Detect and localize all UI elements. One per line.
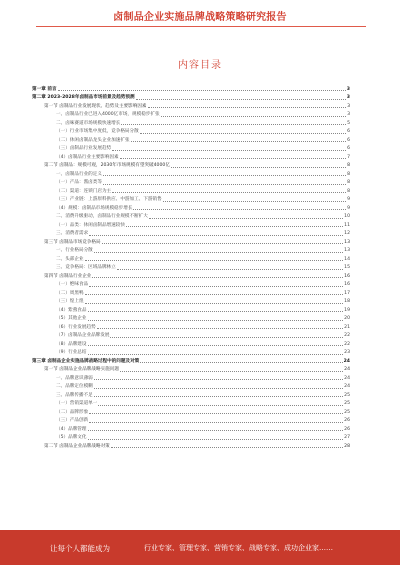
toc-leader-dots [89, 421, 343, 423]
toc-entry-text: （一）品类：休闲卤制品增速较快 [56, 222, 125, 228]
toc-page-number: 19 [344, 307, 350, 313]
toc-leader-dots [120, 370, 343, 372]
toc-page-number: 6 [347, 146, 350, 151]
toc-entry-text: （二）周黑鸭 [56, 290, 84, 296]
toc-page-number: 8 [347, 180, 350, 185]
toc-leader-dots [85, 302, 344, 304]
toc-entry-text: 一、卤制品行业的定义 [56, 171, 102, 177]
toc-entry[interactable] [32, 254, 350, 263]
toc-entry[interactable] [32, 178, 350, 187]
toc-leader-dots [112, 191, 346, 193]
toc-entry[interactable] [32, 246, 350, 255]
toc-entry-text: （7）卤制品企业品牌发展 [56, 333, 110, 338]
toc-page-number: 9 [347, 205, 350, 211]
toc-entry-text: （三）卤制品行业发展趋势 [56, 146, 112, 151]
toc-entry-text: 二、卤味赛道市场规模快速增长 [56, 120, 121, 126]
toc-page-number: 17 [344, 290, 350, 296]
toc-heading: 内容目录 [178, 60, 222, 71]
report-title: 卤制品企业实施品牌战略策略研究报告 [113, 12, 287, 23]
toc-entry-text: 第二章 2023-2028年卤制品市场前景及趋势预测 [32, 95, 135, 100]
toc-entry[interactable] [32, 288, 350, 297]
toc-leader-dots [89, 412, 343, 414]
toc-leader-dots [88, 319, 344, 321]
toc-page-number: 14 [344, 256, 350, 262]
toc-page-number: 11 [344, 222, 350, 228]
toc-entry-text: （4）品牌管理 [56, 426, 87, 432]
toc-entry-text: 三、消费者需求 [56, 231, 89, 236]
toc-page-number: 13 [344, 248, 350, 253]
toc-leader-dots [88, 429, 344, 431]
toc-page-number: 25 [344, 409, 350, 415]
toc-entry-text: （4）规模：卤制品市场规模稳步增长 [56, 205, 133, 211]
toc-page-number: 6 [347, 137, 350, 143]
toc-entry[interactable] [32, 118, 350, 127]
toc-leader-dots [88, 310, 344, 312]
toc-leader-dots [140, 132, 346, 134]
toc-leader-dots [94, 395, 343, 397]
toc-leader-dots [133, 208, 346, 210]
toc-leader-dots [121, 123, 346, 125]
toc-leader-dots [88, 353, 344, 355]
toc-entry[interactable] [32, 399, 350, 408]
toc-entry-text: （一）行业市场集中度低，竞争格局分散 [56, 129, 139, 134]
toc-page-number: 25 [344, 401, 350, 406]
toc-entry-text: （一）绝味食品 [56, 282, 89, 287]
toc-page-number: 27 [344, 435, 350, 440]
toc-leader-dots [89, 234, 343, 236]
toc-entry[interactable] [32, 365, 350, 374]
toc-entry[interactable] [32, 229, 350, 238]
toc-entry-text: 第一章 前言 [32, 86, 57, 92]
toc-leader-dots [140, 361, 342, 363]
toc-leader-dots [102, 242, 344, 244]
toc-entry-text: （二）品牌形象 [56, 409, 89, 415]
toc-page-number: 28 [344, 443, 350, 449]
toc-entry[interactable] [32, 280, 350, 289]
toc-page-number: 3 [347, 112, 350, 117]
toc-entry-text: （二）渠道：连锁门店为主 [56, 188, 112, 194]
toc-leader-dots [85, 293, 344, 295]
toc-entry-text: （4）卤制品行业主要影响因素 [56, 154, 119, 160]
toc-page-number: 24 [344, 384, 350, 389]
toc-entry-text: （一）产品：酱卤类等 [56, 180, 102, 185]
toc-entry-text: 二、品牌定位模糊 [56, 384, 93, 389]
toc-entry[interactable] [32, 110, 350, 119]
toc-leader-dots [148, 106, 347, 108]
toc-page-number: 6 [347, 129, 350, 134]
toc-entry-text: 第二节 卤制品企业品牌战略对策 [44, 443, 110, 449]
toc-entry[interactable] [32, 144, 350, 153]
toc-entry[interactable] [32, 220, 350, 229]
toc-entry-text: 二、头部企业 [56, 256, 84, 262]
toc-page-number: 22 [344, 341, 350, 347]
toc-entry-text: 二、消费升级驱动，卤制品行业规模不断扩大 [56, 214, 148, 219]
toc-entry[interactable] [32, 339, 350, 348]
toc-entry[interactable] [32, 101, 350, 110]
toc-page-number: 13 [344, 239, 350, 245]
toc-entry[interactable] [32, 93, 350, 102]
toc-entry[interactable] [32, 416, 350, 425]
toc-entry-text: （8）品牌建设 [56, 341, 87, 347]
toc-page-number: 15 [344, 265, 350, 270]
toc-page-number: 20 [344, 316, 350, 321]
toc-entry-text: 一、品牌意识薄弱 [56, 375, 93, 381]
toc-leader-dots [161, 115, 346, 117]
toc-entry[interactable] [32, 161, 350, 170]
toc-leader-dots [171, 166, 346, 168]
footer-slogan: 让每个人都能成为 [50, 544, 110, 553]
toc-entry-text: 一、卤制品行业已进入4000亿市场，规模稳步扩张 [56, 112, 160, 117]
toc-entry-text: （5）其他企业 [56, 316, 87, 321]
toc-entry[interactable] [32, 195, 350, 204]
toc-entry-text: 三、品牌传播不足 [56, 392, 93, 398]
toc-leader-dots [94, 387, 343, 389]
toc-leader-dots [92, 276, 343, 278]
footer-tagline: 行业专家、管理专家、营销专家、战略专家、成功企业家…… [144, 544, 333, 552]
toc-entry-text: 第一节 卤制品行业发展现状、趋势及主要影响因素 [44, 103, 147, 109]
toc-entry-text: （三）煌上煌 [56, 299, 84, 304]
toc-entry[interactable] [32, 407, 350, 416]
toc-entry[interactable] [32, 127, 350, 136]
toc-page-number: 3 [346, 86, 350, 92]
toc-leader-dots [111, 446, 343, 448]
toc-entry-text: 第一节 卤制品企业品牌战略实施问题 [44, 367, 119, 372]
toc-leader-dots [103, 174, 346, 176]
toc-entry-text: （一）营销渠道单一 [56, 401, 98, 406]
toc-leader-dots [89, 285, 343, 287]
toc-entry-text: （三）产品创新 [56, 418, 89, 423]
toc-entry[interactable] [32, 237, 350, 246]
toc-leader-dots [85, 259, 344, 261]
toc-page-number: 25 [344, 392, 350, 398]
toc-entry[interactable] [32, 297, 350, 306]
toc-page-number: 24 [344, 367, 350, 372]
toc-entry-text: （9）行业总结 [56, 350, 87, 355]
toc-entry[interactable] [32, 212, 350, 221]
toc-page-number: 26 [344, 418, 350, 423]
toc-leader-dots [117, 268, 343, 270]
toc-entry-text: 第四节 卤制品行业企业 [44, 273, 92, 279]
toc-entry-text: （5）品牌文化 [56, 435, 87, 440]
toc-leader-dots [112, 149, 346, 151]
header-divider [36, 26, 366, 27]
toc-page-number: 24 [344, 375, 350, 381]
toc-page-number: 10 [344, 214, 350, 219]
toc-page-number: 3 [346, 95, 350, 100]
toc-page-number: 8 [347, 163, 350, 168]
toc-entry-text: （三）产业链：上游原料供应、中游加工、下游销售 [56, 197, 162, 202]
toc-leader-dots [110, 336, 343, 338]
toc-leader-dots [97, 327, 343, 329]
toc-page-number: 16 [344, 282, 350, 287]
toc-entry[interactable] [32, 169, 350, 178]
toc-leader-dots [88, 438, 344, 440]
toc-entry[interactable] [32, 433, 350, 442]
toc-leader-dots [126, 225, 343, 227]
toc-entry[interactable] [32, 382, 350, 391]
toc-page-number: 8 [347, 188, 350, 194]
toc-leader-dots [94, 378, 343, 380]
toc-entry-text: 第三节 卤制品市场竞争格局 [44, 239, 101, 245]
toc-entry-text: （二）休闲卤制品龙头企业加速扩张 [56, 137, 130, 143]
toc-entry[interactable] [32, 424, 350, 433]
toc-page-number: 7 [347, 154, 350, 160]
page-header [0, 0, 400, 34]
toc-page-number: 22 [344, 333, 350, 338]
toc-entry[interactable] [32, 203, 350, 212]
toc-leader-dots [131, 140, 347, 142]
toc-page-number: 16 [344, 273, 350, 279]
toc-page-number: 26 [344, 426, 350, 432]
toc-entry-text: 三、竞争格局：区域品牌林立 [56, 265, 116, 270]
toc-entry[interactable] [32, 135, 350, 144]
toc-entry[interactable] [32, 322, 350, 331]
toc-leader-dots [103, 183, 346, 185]
toc-entry[interactable] [32, 84, 350, 93]
toc-entry[interactable] [32, 441, 350, 450]
toc-page-number: 18 [344, 299, 350, 304]
toc-leader-dots [98, 404, 343, 406]
toc-entry[interactable] [32, 271, 350, 280]
toc-leader-dots [58, 89, 346, 91]
toc-entry[interactable] [32, 305, 350, 314]
toc-entry-text: 一、行业格局分散 [56, 248, 93, 253]
toc-page-number: 12 [344, 231, 350, 236]
page-footer [0, 530, 400, 565]
toc-leader-dots [149, 217, 343, 219]
toc-leader-dots [136, 98, 346, 100]
toc-leader-dots [88, 344, 344, 346]
toc-page-number: 23 [344, 350, 350, 355]
toc-entry[interactable] [32, 356, 350, 365]
toc-leader-dots [94, 251, 343, 253]
toc-entry[interactable] [32, 331, 350, 340]
toc-entry-text: 第二节 卤制品：规模可观，2030年市场规模有望突破4000亿 [44, 163, 170, 168]
toc-page-number: 3 [347, 103, 350, 109]
toc-leader-dots [120, 157, 346, 159]
toc-entry-text: 第三章 卤制品企业实施品牌战略过程中的问题及对策 [32, 358, 140, 364]
toc-page-number: 5 [347, 120, 350, 126]
toc-page-number: 9 [347, 197, 350, 202]
toc-entry[interactable] [32, 373, 350, 382]
toc-page-number: 8 [347, 171, 350, 177]
toc-page-number: 21 [344, 324, 350, 330]
toc-entry[interactable] [32, 152, 350, 161]
toc-entry-text: （4）紫燕食品 [56, 307, 87, 313]
table-of-contents [32, 84, 350, 450]
toc-entry-text: （6）行业发展趋势 [56, 324, 96, 330]
toc-entry[interactable] [32, 186, 350, 195]
toc-page-number: 24 [343, 358, 350, 364]
toc-entry[interactable] [32, 314, 350, 323]
toc-entry[interactable] [32, 348, 350, 357]
toc-entry[interactable] [32, 390, 350, 399]
toc-leader-dots [163, 200, 346, 202]
toc-entry[interactable] [32, 263, 350, 272]
